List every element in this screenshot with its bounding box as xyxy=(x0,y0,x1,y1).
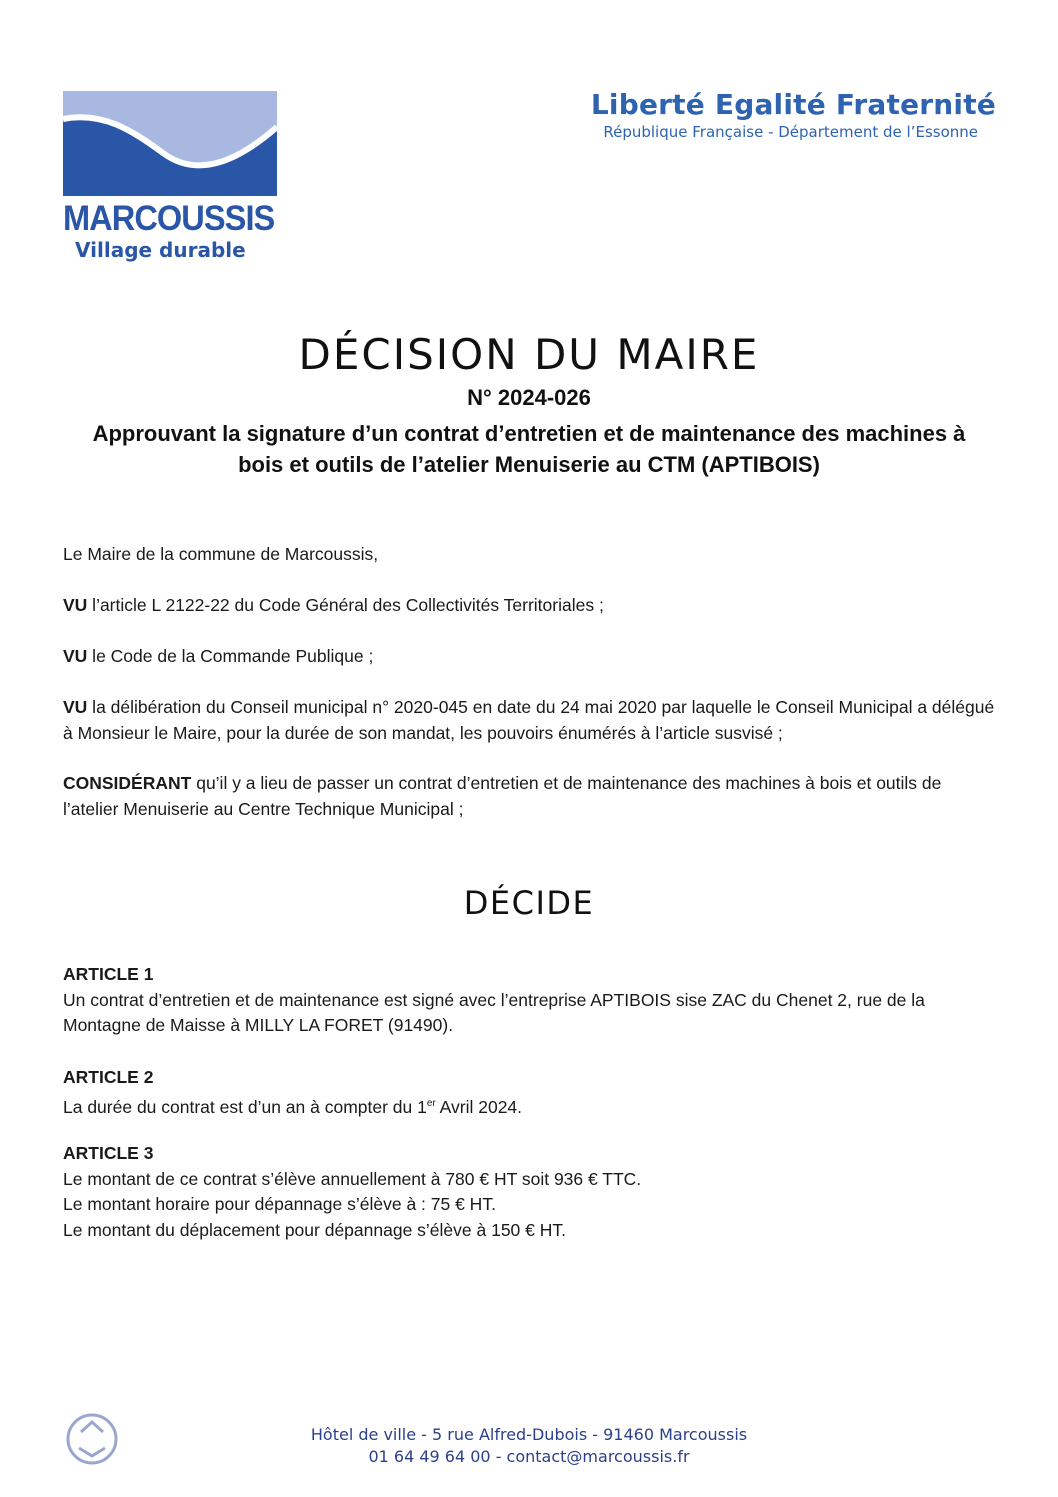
article-text-after: Avril 2024. xyxy=(435,1096,523,1117)
footer xyxy=(0,1424,1058,1468)
logo-tagline: Village durable xyxy=(75,238,246,262)
decision-subject xyxy=(0,418,1058,480)
article-text: Le montant du déplacement pour dépannage s’élève à 150 € HT. xyxy=(63,1219,566,1240)
subject-line-1: Approuvant la signature d’un contrat d’entretien et de maintenance des machines à xyxy=(92,421,966,446)
vu-keyword: VU xyxy=(63,595,88,615)
article-text: Le montant de ce contrat s’élève annuellement à 780 € HT soit 936 € TTC. xyxy=(63,1168,642,1189)
document-title: DÉCISION DU MAIRE xyxy=(298,330,760,379)
article-text xyxy=(63,1091,995,1120)
article-text: Le montant horaire pour dépannage s’élève à : 75 € HT. xyxy=(63,1194,496,1214)
article-1 xyxy=(63,962,995,1039)
article-heading: ARTICLE 3 xyxy=(63,1143,154,1163)
vu-keyword: VU xyxy=(63,646,88,666)
considerant-paragraph xyxy=(63,771,995,822)
article-heading: ARTICLE 2 xyxy=(63,1067,154,1087)
vu-text: la délibération du Conseil municipal n° 2020-045 en date du 24 mai 2020 par laquelle le Conseil Municipal a délégué à Monsieur le Maire, pour la durée de son mandat, les pouvoirs énumérés à l’article susvisé ; xyxy=(63,697,995,743)
vu-keyword: VU xyxy=(63,697,88,717)
considerant-keyword: CONSIDÉRANT xyxy=(63,773,192,793)
vu-paragraph-1 xyxy=(63,593,995,619)
wave-emblem-icon xyxy=(63,91,277,196)
article-heading: ARTICLE 1 xyxy=(63,964,154,984)
decision-number: N° 2024-026 xyxy=(467,385,591,410)
logo-name: MARCOUSSIS xyxy=(63,199,275,238)
marcoussis-logo xyxy=(63,91,277,265)
footer-address: Hôtel de ville - 5 rue Alfred-Dubois - 91460 Marcoussis xyxy=(310,1425,748,1444)
republic-motto xyxy=(591,88,996,141)
considerant-text: qu’il y a lieu de passer un contrat d’entretien et de maintenance des machines à bois et outils de l’atelier Menuiserie au Centre Technique Municipal ; xyxy=(63,773,942,819)
article-text: Un contrat d’entretien et de maintenance est signé avec l’entreprise APTIBOIS sise ZAC du Chenet 2, rue de la Montagne de Maisse à MILLY LA FORET (91490). xyxy=(63,989,925,1035)
article-2 xyxy=(63,1065,995,1120)
article-superscript: er xyxy=(426,1097,436,1109)
footer-contact: 01 64 49 64 00 - contact@marcoussis.fr xyxy=(368,1447,690,1466)
article-text-before: La durée du contrat est d’un an à compter du 1 xyxy=(63,1096,427,1117)
vu-paragraph-2 xyxy=(63,644,995,670)
article-3 xyxy=(63,1141,995,1243)
vu-text: le Code de la Commande Publique ; xyxy=(87,646,374,666)
vu-paragraph-3 xyxy=(63,695,995,746)
motto-subtitle: République Française - Département de l’Essonne xyxy=(603,123,978,141)
vu-text: l’article L 2122-22 du Code Général des Collectivités Territoriales ; xyxy=(87,595,604,615)
motto-text: Liberté Egalité Fraternité xyxy=(590,88,996,121)
subject-line-2: bois et outils de l’atelier Menuiserie au CTM (APTIBOIS) xyxy=(238,452,820,477)
preamble-intro: Le Maire de la commune de Marcoussis, xyxy=(63,544,379,564)
decide-heading: DÉCIDE xyxy=(463,884,595,922)
